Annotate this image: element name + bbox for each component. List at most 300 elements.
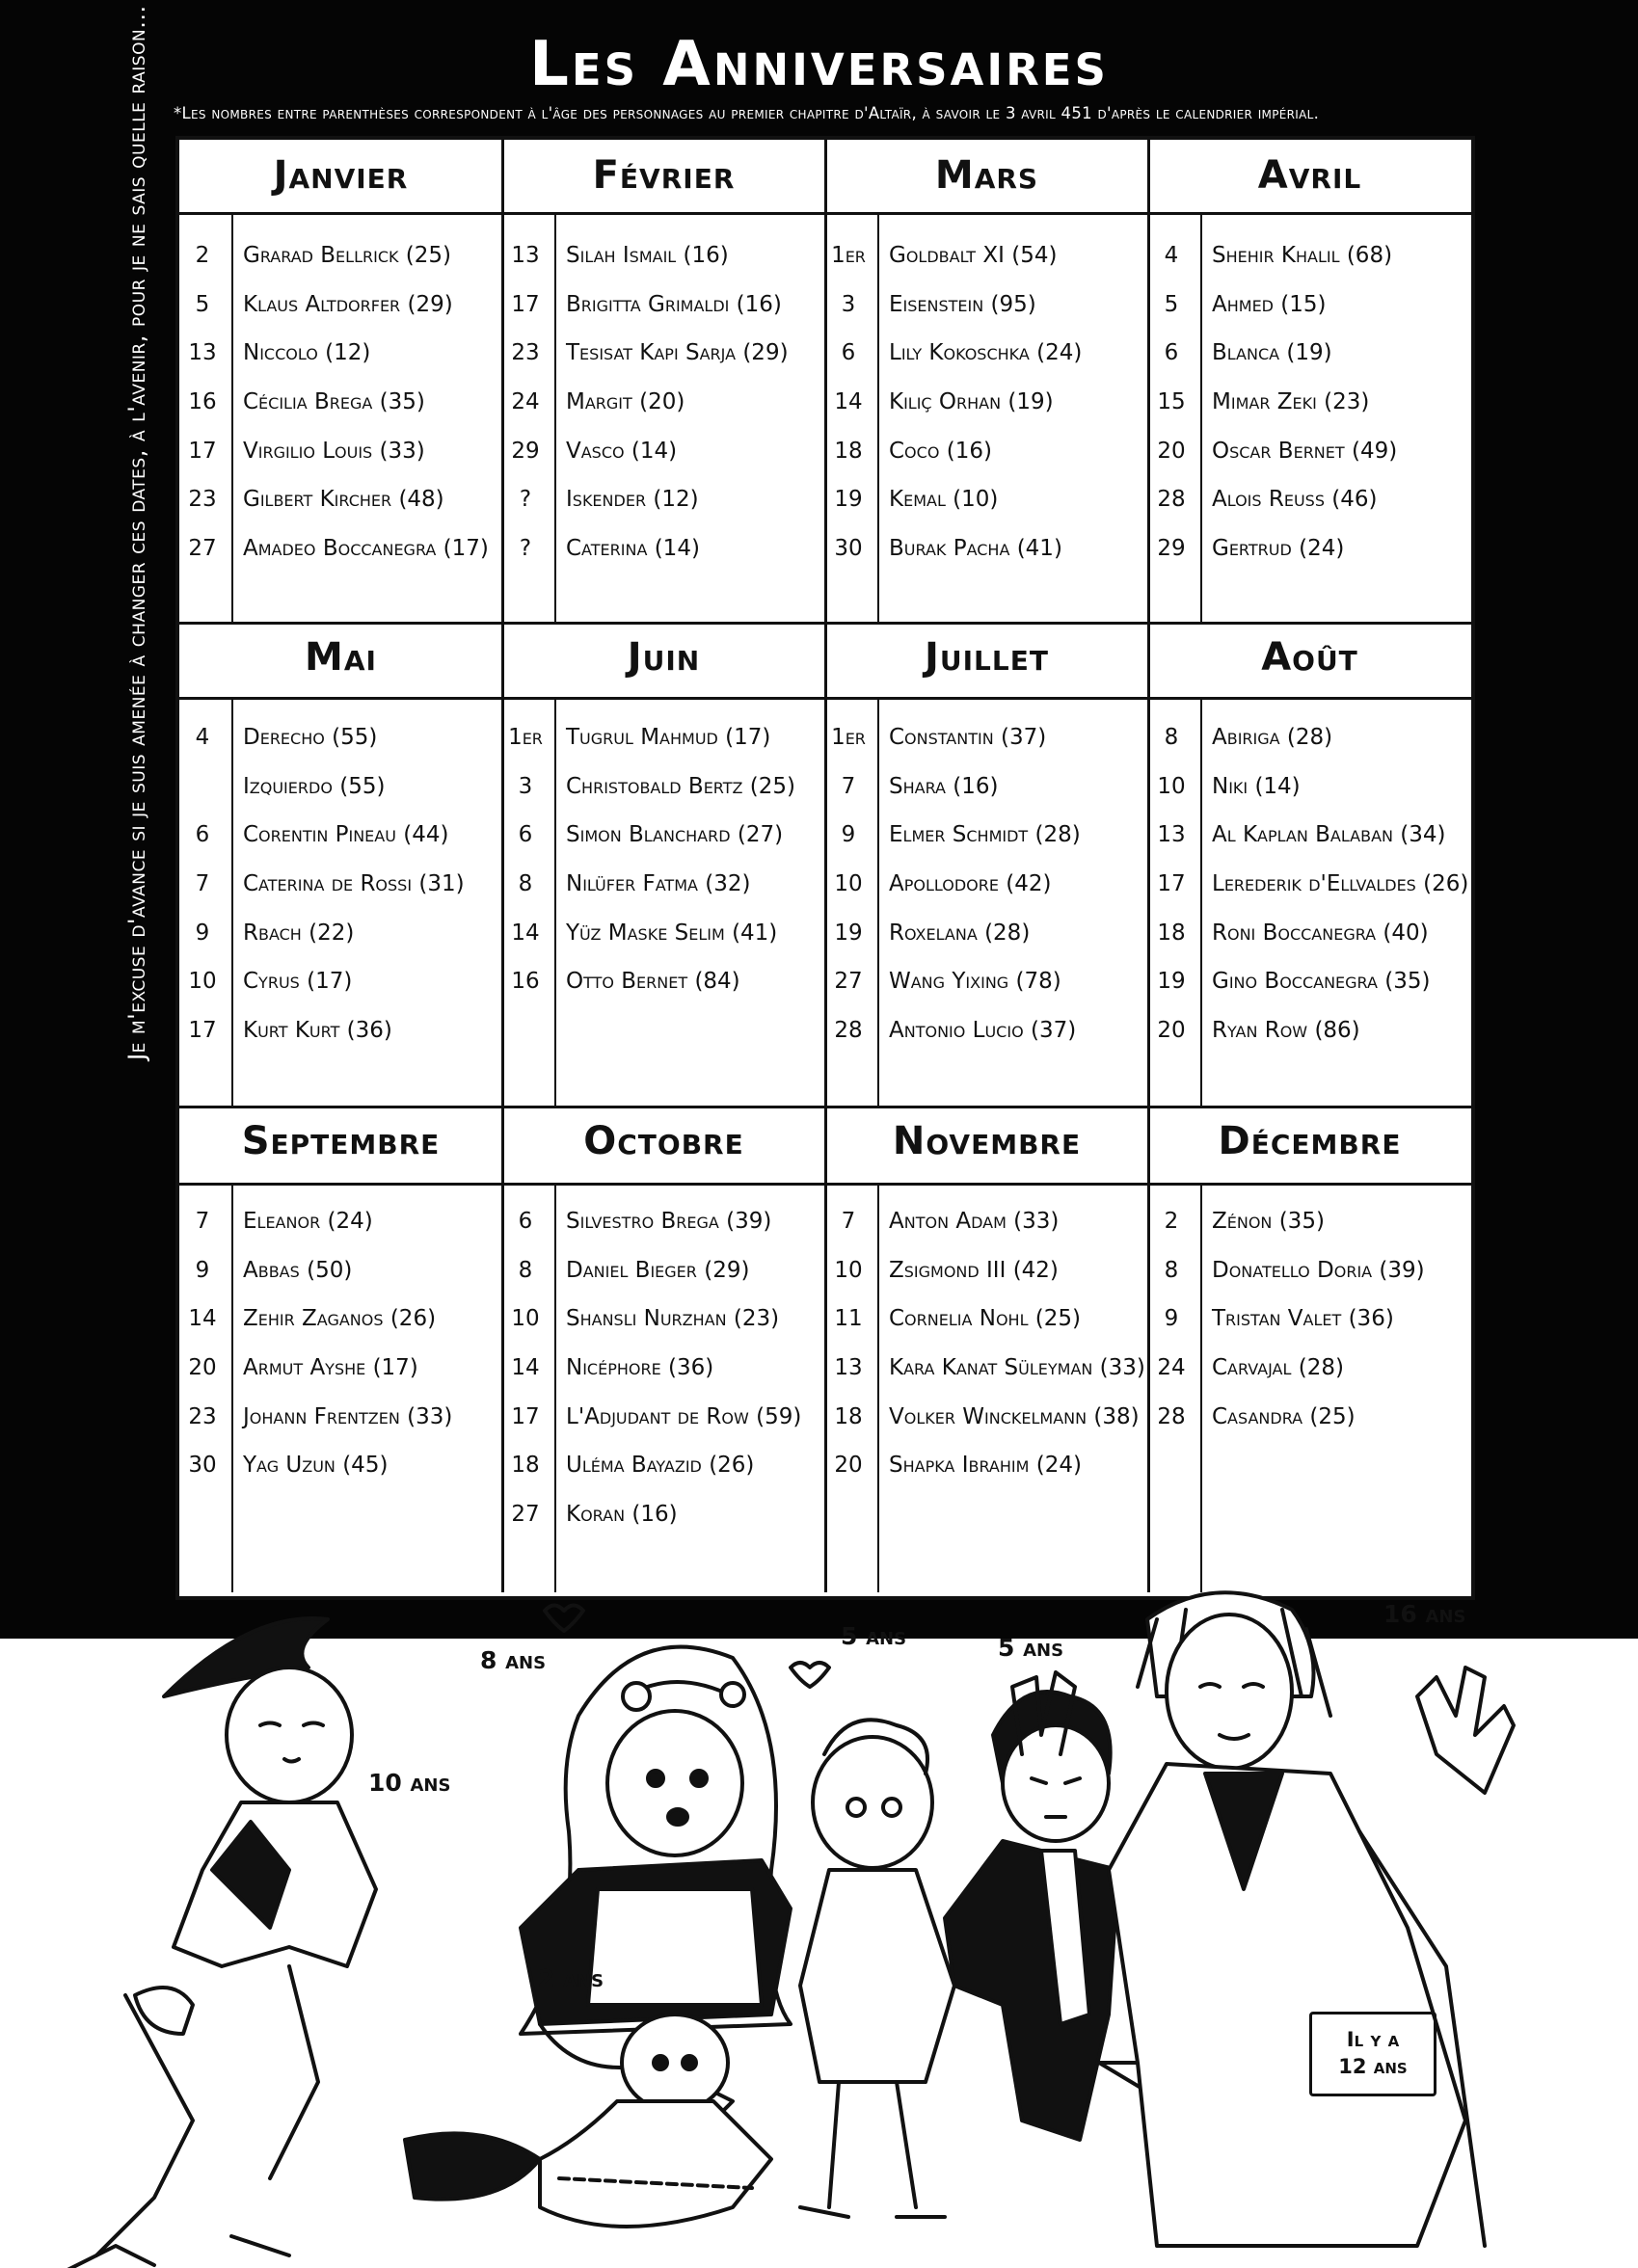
month-11 [825,1106,1148,1592]
birthday-day: 13 [1157,822,1186,848]
birthday-person: Vasco (14) [566,438,678,464]
birthday-person: Shapka Ibrahim (24) [889,1453,1082,1479]
birthday-person: Nilüfer Fatma (32) [566,871,751,897]
birthday-entry [825,957,1148,1006]
month-10 [502,1106,825,1592]
birthday-person: Mimar Zeki (23) [1212,389,1370,415]
birthday-list [1148,1197,1471,1441]
birthday-day: 20 [188,1355,217,1381]
birthday-entry [502,475,825,524]
birthday-person: Elmer Schmidt (28) [889,822,1081,848]
birthday-person: Lily Kokoschka (24) [889,340,1083,366]
birthday-person: Kemal (10) [889,487,999,513]
birthday-day: 11 [834,1306,863,1332]
birthday-day: 23 [188,1403,217,1429]
birthday-day: 13 [834,1355,863,1381]
birthday-day: 28 [834,1018,863,1044]
flashback-sign-line2: 12 ans [1338,2055,1408,2078]
birthday-entry [1148,811,1471,860]
birthday-day: 17 [188,438,217,464]
column-divider [501,140,504,1592]
month-name: Juin [627,635,701,680]
birthday-day: ? [519,536,532,562]
birthday-entry [1148,1393,1471,1442]
birthday-entry [825,329,1148,378]
birthday-day: 14 [188,1306,217,1332]
birthday-entry [1148,1246,1471,1295]
birthday-person: Eisenstein (95) [889,291,1036,317]
birthday-entry [502,1441,825,1490]
birthday-entry [825,1344,1148,1393]
birthday-entry [502,811,825,860]
birthday-entry [825,1197,1148,1246]
birthday-person: Kara Kanat Süleyman (33) [889,1355,1145,1381]
birthday-person: Kiliç Orhan (19) [889,389,1054,415]
birthday-list [825,231,1148,574]
birthday-person: Cécilia Brega (35) [243,389,425,415]
month-6 [502,622,825,1106]
birthday-person: Gilbert Kircher (48) [243,487,444,513]
birthday-person: Kurt Kurt (36) [243,1018,392,1044]
birthday-entry [1148,957,1471,1006]
birthday-person: Coco (16) [889,438,992,464]
birthday-entry [502,231,825,280]
birthday-day: 1er [831,243,866,268]
birthday-day: 27 [834,969,863,995]
birthday-person: Antonio Lucio (37) [889,1018,1077,1044]
month-name: Avril [1257,153,1362,198]
day-divider [554,215,556,622]
birthday-day: 9 [195,920,210,946]
birthday-entry [502,713,825,762]
birthday-day: 10 [834,871,863,897]
birthday-person: Cornelia Nohl (25) [889,1306,1082,1332]
month-12 [1148,1106,1471,1592]
birthday-day: 29 [1157,536,1186,562]
birthday-day: 2 [195,243,210,268]
month-name: Mars [934,153,1039,198]
birthday-day: 18 [1157,920,1186,946]
birthday-entry [179,1246,502,1295]
age-label-5a: 5 ans [841,1622,907,1650]
birthday-entry [179,427,502,476]
birthday-day: 16 [188,389,217,415]
birthday-entry [179,957,502,1006]
birthday-person: Wang Yixing (78) [889,969,1061,995]
birthday-entry [1148,524,1471,574]
birthday-day: 5 [1164,291,1179,317]
birthday-entry [825,909,1148,958]
birthday-entry [825,1441,1148,1490]
birthday-entry [502,378,825,427]
birthday-entry [1148,1197,1471,1246]
birthday-day: 17 [511,291,540,317]
day-divider [231,700,233,1106]
birthday-day: 27 [511,1502,540,1528]
birthday-person: Christobald Bertz (25) [566,773,796,799]
birthday-day: 1er [508,725,543,750]
birthday-day: 6 [518,822,533,848]
birthday-day: 4 [195,725,210,750]
birthday-entry [502,1344,825,1393]
birthday-entry [179,280,502,330]
birthday-list [1148,231,1471,574]
birthday-person: Rbach (22) [243,920,355,946]
birthday-person: Caterina de Rossi (31) [243,871,465,897]
birthday-person: Goldbalt XI (54) [889,243,1058,268]
month-name: Octobre [583,1119,744,1163]
birthday-day: 24 [511,389,540,415]
birthday-entry [179,329,502,378]
birthday-day: 4 [1164,243,1179,268]
month-name: Décembre [1218,1119,1402,1163]
birthday-entry [825,378,1148,427]
birthday-day: 17 [1157,871,1186,897]
birthday-list [825,713,1148,1055]
birthday-entry [825,713,1148,762]
day-divider [1200,1186,1202,1592]
birthday-day: 14 [834,389,863,415]
birthday-list [179,231,502,574]
birthday-list [502,1197,825,1539]
month-8 [1148,622,1471,1106]
birthday-day: 24 [1157,1355,1186,1381]
birthday-entry [502,427,825,476]
day-divider [877,1186,879,1592]
birthday-day: 9 [1164,1306,1179,1332]
birthday-person: Blanca (19) [1212,340,1332,366]
birthday-day: 29 [511,438,540,464]
birthday-person: Corentin Pineau (44) [243,822,449,848]
birthday-entry [502,860,825,909]
birthday-entry [179,1294,502,1344]
birthday-day: 8 [1164,1257,1179,1283]
birthday-person: Donatello Doria (39) [1212,1257,1425,1283]
birthday-person: Niccolo (12) [243,340,371,366]
birthday-day: 13 [511,243,540,268]
birthday-person: Silah Ismail (16) [566,243,729,268]
birthday-person: Zénon (35) [1212,1209,1325,1234]
age-label-16: 16 ans [1383,1600,1466,1628]
birthday-day: 23 [188,487,217,513]
age-label-2: 2 ans [538,1964,604,1992]
birthday-day: 5 [195,291,210,317]
birthday-day: 7 [841,773,856,799]
birthday-person: Ryan Row (86) [1212,1018,1360,1044]
birthday-person: Shansli Nurzhan (23) [566,1306,780,1332]
birthday-entry [502,1490,825,1539]
birthday-person: Brigitta Grimaldi (16) [566,291,782,317]
birthday-day: 7 [195,871,210,897]
birthday-person: Roxelana (28) [889,920,1031,946]
birthday-day: 18 [834,1403,863,1429]
month-name: Juillet [925,635,1049,680]
birthday-list [1148,713,1471,1055]
birthday-entry [1148,329,1471,378]
birthday-entry [179,1006,502,1055]
birthday-entry [179,909,502,958]
birthday-entry [502,1294,825,1344]
birthday-entry [1148,378,1471,427]
birthday-day: 17 [511,1403,540,1429]
month-name: Septembre [241,1119,441,1163]
month-7 [825,622,1148,1106]
day-divider [877,700,879,1106]
birthday-entry [502,1197,825,1246]
birthday-entry [502,1393,825,1442]
birthday-day: 28 [1157,1403,1186,1429]
birthday-day: 16 [511,969,540,995]
footnote: *Les nombres entre parenthèses correspondent à l'âge des personnages au premier chapitre d'Altaïr, à savoir le 3 avril 451 d'après le calendrier impérial. [174,104,1320,122]
birthday-person: Oscar Bernet (49) [1212,438,1398,464]
column-divider [1147,140,1150,1592]
birthday-person: Shehir Khalil (68) [1212,243,1393,268]
birthday-entry [825,762,1148,812]
birthday-day: ? [519,487,532,513]
flashback-sign [1309,2012,1437,2096]
birthday-entry [1148,909,1471,958]
birthday-day: 10 [1157,773,1186,799]
birthday-day: 18 [511,1453,540,1479]
day-divider [1200,700,1202,1106]
birthday-person: Amadeo Boccanegra (17) [243,536,489,562]
birthday-person: Grarad Bellrick (25) [243,243,452,268]
birthday-day: 27 [188,536,217,562]
page-title: Les Anniversaires [529,29,1109,100]
month-name: Janvier [273,153,409,198]
birthday-entry [825,1393,1148,1442]
birthday-day: 2 [1164,1209,1179,1234]
birthday-person: Koran (16) [566,1502,678,1528]
day-divider [554,700,556,1106]
birthday-person: Shara (16) [889,773,999,799]
birthday-day: 9 [195,1257,210,1283]
birthday-person: Apollodore (42) [889,871,1052,897]
birthday-person: Niki (14) [1212,773,1301,799]
birthday-entry [179,378,502,427]
birthday-entry [179,762,502,812]
birthday-day: 20 [1157,1018,1186,1044]
birthday-entry [1148,1294,1471,1344]
birthday-entry [825,280,1148,330]
day-divider [231,1186,233,1592]
birthday-day: 8 [518,871,533,897]
birthday-entry [825,1246,1148,1295]
birthday-entry [1148,1344,1471,1393]
birthday-day: 10 [834,1257,863,1283]
birthday-entry [1148,1006,1471,1055]
birthday-entry [179,713,502,762]
birthday-day: 14 [511,920,540,946]
birthday-list [179,1197,502,1490]
birthday-day: 7 [195,1209,210,1234]
birthday-person: Anton Adam (33) [889,1209,1060,1234]
birthday-person: Margit (20) [566,389,685,415]
birthday-entry [1148,713,1471,762]
birthday-person: Roni Boccanegra (40) [1212,920,1429,946]
birthday-day: 3 [518,773,533,799]
birthday-day: 30 [834,536,863,562]
birthday-day: 9 [841,822,856,848]
birthday-day: 19 [834,920,863,946]
birthday-person: Eleanor (24) [243,1209,373,1234]
birthday-person: Constantin (37) [889,725,1047,750]
birthday-list [825,1197,1148,1490]
birthday-grid [179,140,1471,1592]
birthday-entry [825,860,1148,909]
birthday-list [179,713,502,1055]
birthday-day: 10 [511,1306,540,1332]
birthday-person: Tesisat Kapi Sarja (29) [566,340,789,366]
birthday-person: Armut Ayshe (17) [243,1355,418,1381]
birthday-person: Tugrul Mahmud (17) [566,725,771,750]
birthday-day: 1er [831,725,866,750]
birthday-entry [179,475,502,524]
age-label-8: 8 ans [480,1646,547,1674]
birthday-entry [825,1294,1148,1344]
birthday-day: 20 [1157,438,1186,464]
side-note: Je m'excuse d'avance si je suis amenée à changer ces dates, à l'avenir, pour je ne sais quelle raison... [123,5,150,1060]
birthday-entry [179,1393,502,1442]
birthday-person: Burak Pacha (41) [889,536,1062,562]
birthday-entry [179,1197,502,1246]
birthday-list [502,231,825,574]
birthday-entry [1148,762,1471,812]
birthday-person: Virgilio Louis (33) [243,438,425,464]
birthday-person: Derecho (55) [243,725,378,750]
birthday-entry [179,1344,502,1393]
month-name: Août [1261,635,1358,680]
birthday-person: Lerederik d'Ellvaldes (26) [1212,871,1469,897]
birthday-person: Johann Frentzen (33) [243,1403,453,1429]
birthday-entry [1148,231,1471,280]
birthday-entry [825,231,1148,280]
birthday-entry [502,762,825,812]
birthday-person: Gino Boccanegra (35) [1212,969,1431,995]
birthday-entry [502,1246,825,1295]
birthday-entry [825,524,1148,574]
birthday-day: 6 [518,1209,533,1234]
birthday-day: 15 [1157,389,1186,415]
birthday-day: 20 [834,1453,863,1479]
birthday-day: 6 [195,822,210,848]
birthday-person: Yag Uzun (45) [243,1453,389,1479]
age-label-5b: 5 ans [998,1634,1064,1662]
birthday-list [502,713,825,1006]
birthday-person: Iskender (12) [566,487,699,513]
birthday-entry [1148,280,1471,330]
birthday-person: Caterina (14) [566,536,700,562]
birthday-person: Nicéphore (36) [566,1355,714,1381]
birthday-day: 19 [834,487,863,513]
birthday-entry [1148,475,1471,524]
birthday-person: Silvestro Brega (39) [566,1209,772,1234]
birthday-person: Daniel Bieger (29) [566,1257,750,1283]
birthday-day: 30 [188,1453,217,1479]
birthday-day: 6 [841,340,856,366]
birthday-entry [825,1006,1148,1055]
month-9 [179,1106,502,1592]
month-name: Novembre [892,1119,1082,1163]
birthday-person: Abiriga (28) [1212,725,1333,750]
month-name: Février [592,153,736,198]
birthday-day: 8 [1164,725,1179,750]
birthday-entry [179,860,502,909]
birthday-day: 10 [188,969,217,995]
birthday-person: Zsigmond III (42) [889,1257,1059,1283]
birthday-entry [179,1441,502,1490]
birthday-day: 28 [1157,487,1186,513]
birthday-entry [179,811,502,860]
birthday-person: Klaus Altdorfer (29) [243,291,453,317]
birthday-person: Tristan Valet (36) [1212,1306,1394,1332]
birthday-entry [502,524,825,574]
month-5 [179,622,502,1106]
day-divider [877,215,879,622]
birthday-entry [502,280,825,330]
birthday-entry [179,231,502,280]
birthday-entry [825,475,1148,524]
flashback-sign-line1: Il y a [1346,2028,1400,2051]
birthday-day: 8 [518,1257,533,1283]
birthday-day: 17 [188,1018,217,1044]
day-divider [554,1186,556,1592]
day-divider [231,215,233,622]
day-divider [1200,215,1202,622]
birthday-day: 18 [834,438,863,464]
birthday-person: Al Kaplan Balaban (34) [1212,822,1446,848]
birthday-entry [825,427,1148,476]
birthday-person: Izquierdo (55) [243,773,386,799]
birthday-person: Zehir Zaganos (26) [243,1306,437,1332]
character-hat [58,1618,376,2268]
birthday-person: Simon Blanchard (27) [566,822,784,848]
birthday-person: Cyrus (17) [243,969,353,995]
birthday-day: 23 [511,340,540,366]
birthday-person: Otto Bernet (84) [566,969,740,995]
birthday-entry [1148,427,1471,476]
birthday-person: L'Adjudant de Row (59) [566,1403,802,1429]
birthday-entry [825,811,1148,860]
birthday-person: Yüz Maske Selim (41) [566,920,778,946]
age-label-10: 10 ans [368,1769,451,1797]
birthday-day: 3 [841,291,856,317]
birthday-person: Ahmed (15) [1212,291,1327,317]
character-curly-boy [800,1720,954,2217]
birthday-person: Abbas (50) [243,1257,353,1283]
birthday-day: 13 [188,340,217,366]
column-divider [824,140,827,1592]
birthday-day: 19 [1157,969,1186,995]
birthday-entry [502,957,825,1006]
character-baby [405,2015,771,2227]
birthday-entry [1148,860,1471,909]
birthday-day: 7 [841,1209,856,1234]
birthday-day: 14 [511,1355,540,1381]
month-name: Mai [305,635,377,680]
birthday-person: Casandra (25) [1212,1403,1356,1429]
birthday-person: Volker Winckelmann (38) [889,1403,1140,1429]
birthday-person: Alois Reuss (46) [1212,487,1378,513]
birthday-entry [502,329,825,378]
characters-illustration [0,1581,1638,2268]
birthday-person: Carvajal (28) [1212,1355,1344,1381]
birthday-entry [502,909,825,958]
birthday-person: Gertrud (24) [1212,536,1345,562]
birthday-day: 6 [1164,340,1179,366]
birthday-person: Uléma Bayazid (26) [566,1453,755,1479]
birthday-entry [179,524,502,574]
